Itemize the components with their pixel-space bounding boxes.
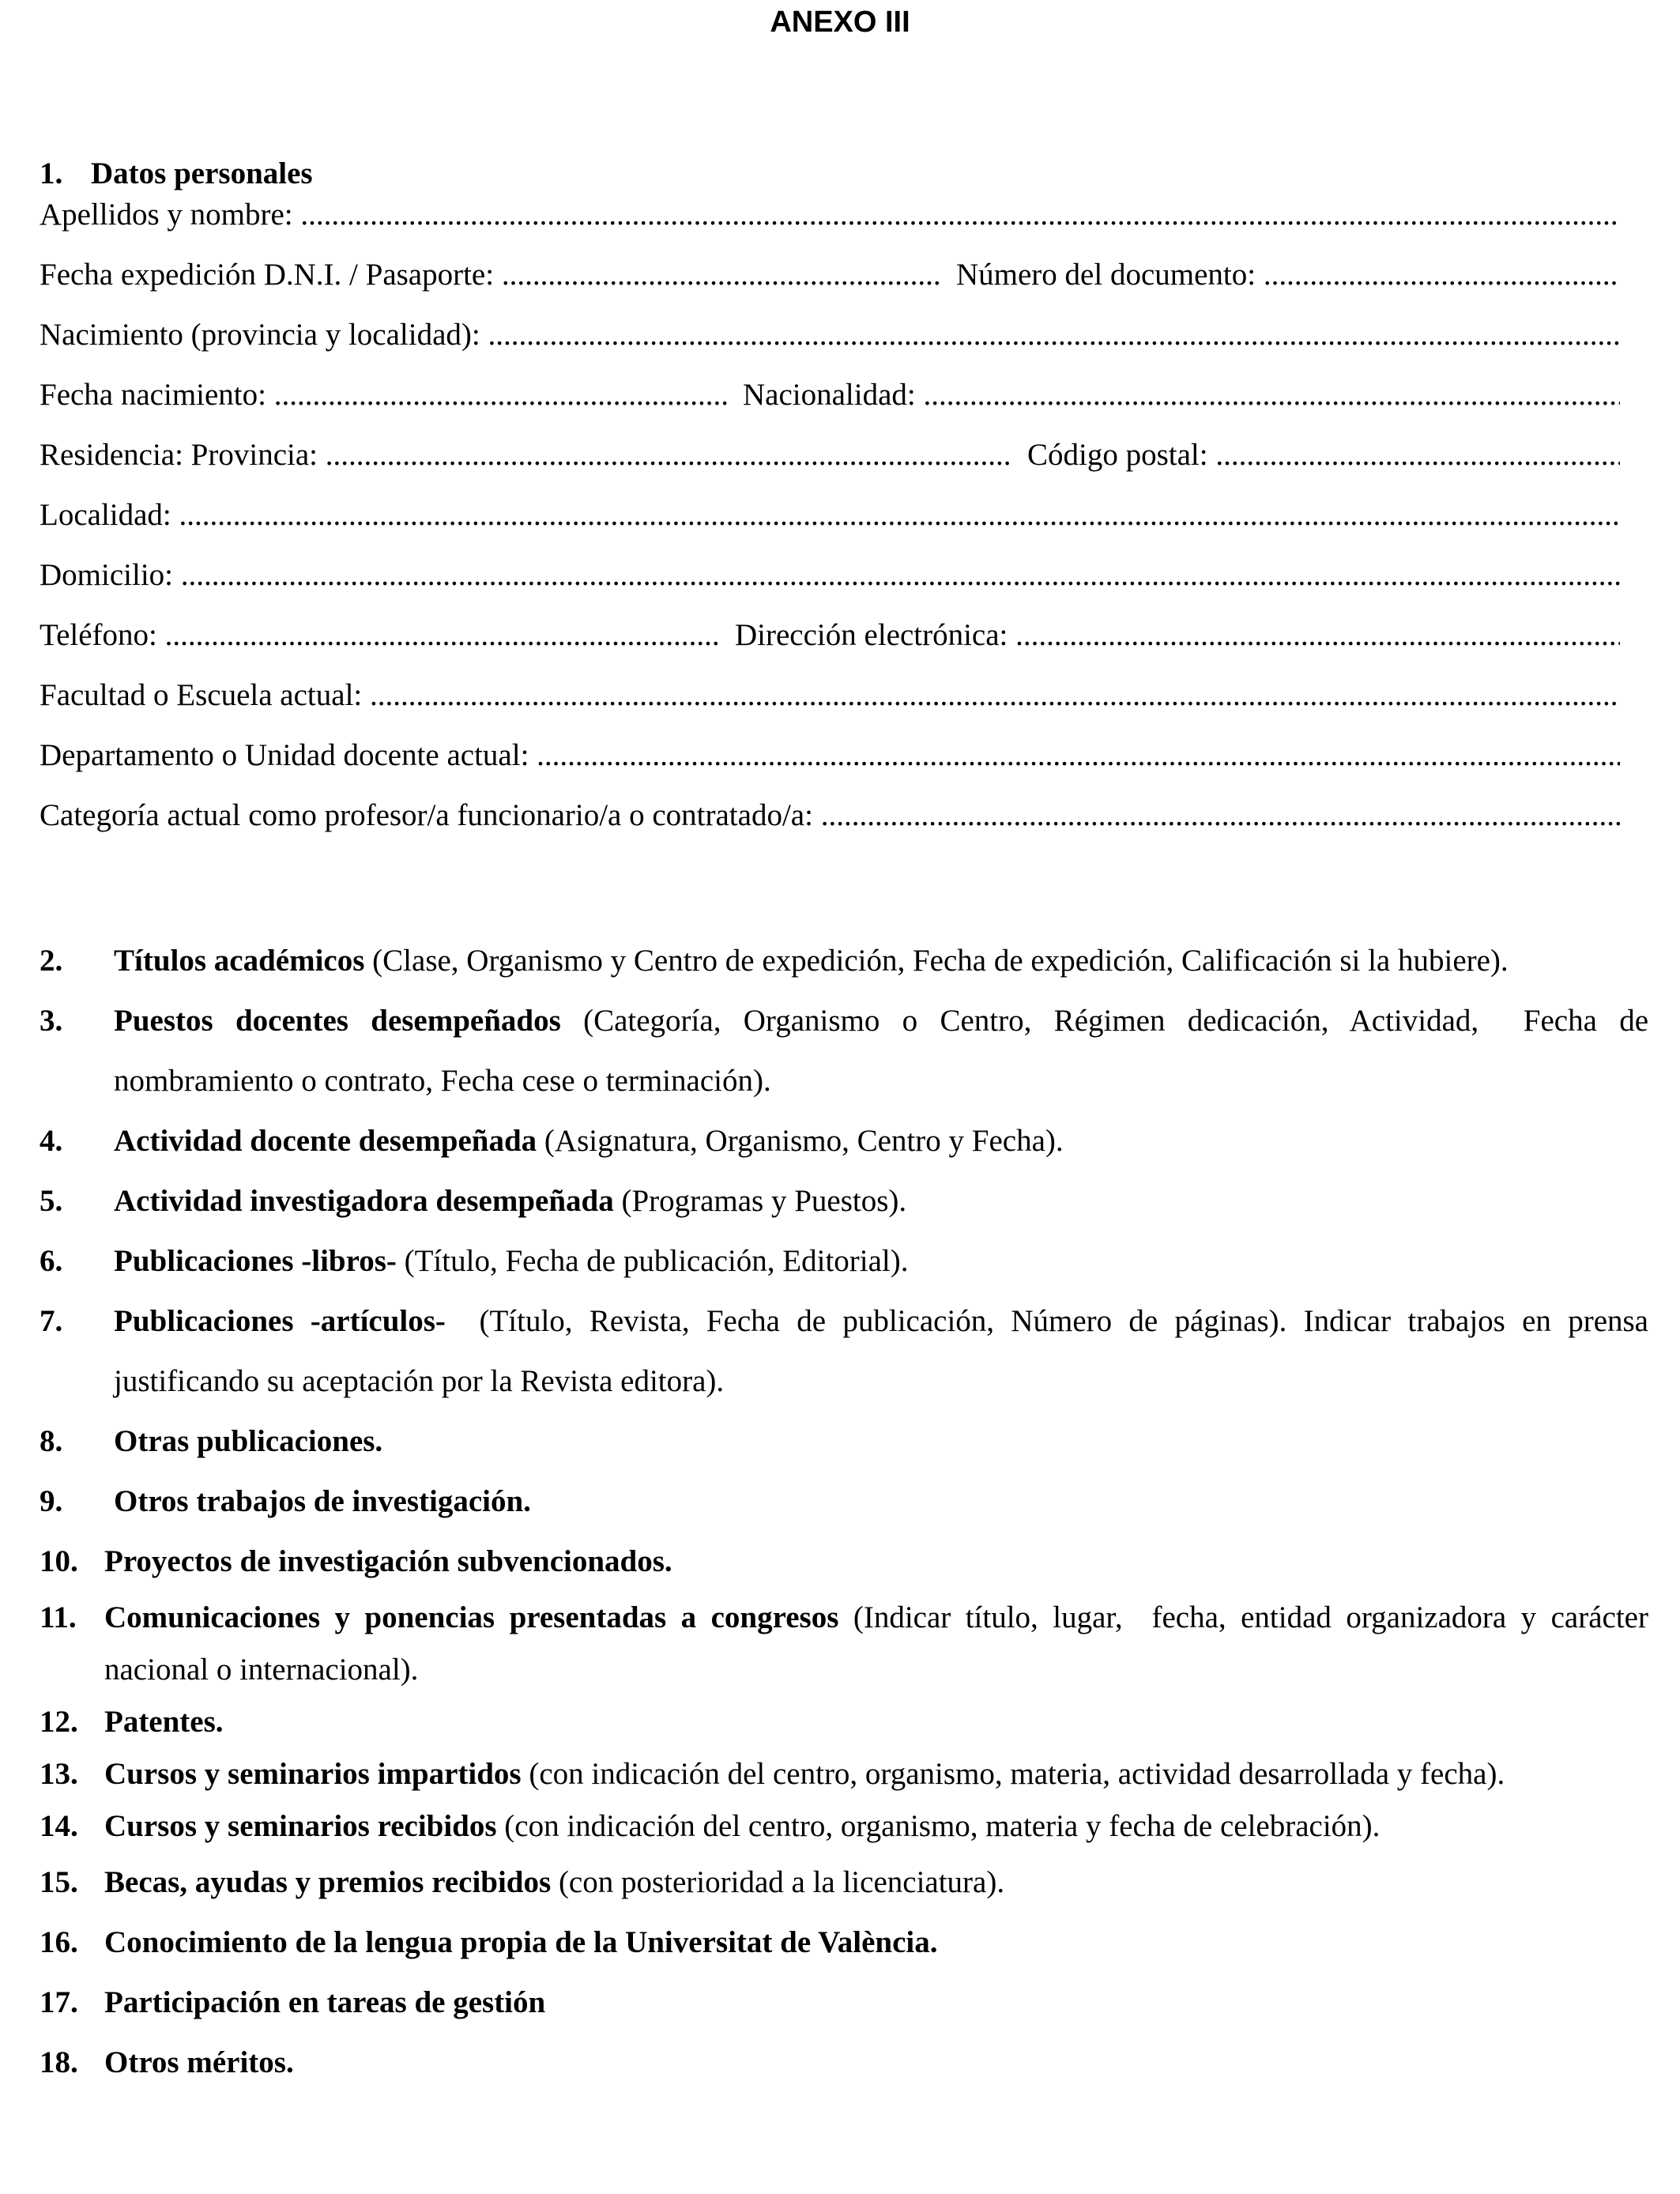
list-item-description: (con posterioridad a la licenciatura). [551,1865,1005,1899]
list-item-text [104,2033,1648,2093]
list-item [40,1291,1656,1412]
list-item-heading: Proyectos de investigación subvencionados. [104,1544,672,1578]
list-item-description: (Clase, Organismo y Centro de expedición, Fecha de expedición, Calificación si la hubiere). [364,944,1509,978]
list-item [40,1412,1648,1472]
list-item [40,1973,1648,2033]
field-label: Nacimiento (provincia y localidad): [40,318,488,352]
list-item-text [104,1853,1648,1913]
list-item-number: 3. [40,1004,63,1038]
form-field-row [40,665,1620,726]
list-item [40,991,1656,1111]
list-item-text [114,931,1648,991]
list-item [40,1800,1648,1853]
form-field [956,245,1620,305]
list-item [40,1748,1648,1800]
form-field-row [40,185,1620,245]
fill-in-dotted-line[interactable] [488,305,1620,365]
list-item-heading: Puestos docentes desempeñados [114,1004,561,1038]
list-item-description: (Título, Revista, Fecha de publicación, Número de páginas). Indicar trabajos en prensa justificando su aceptación por la Revista editora). [114,1304,1656,1398]
list-item-heading: Patentes. [104,1705,224,1739]
list-item [40,1592,1656,1696]
list-item-description: (Indicar título, lugar, fecha, entidad organizadora y carácter nacional o internacional). [104,1600,1656,1687]
list-item-description: (Título, Fecha de publicación, Editorial). [396,1244,909,1278]
list-item [40,1696,1648,1748]
form-field-row [40,245,1620,305]
list-item-text [104,1913,1648,1973]
field-label: Código postal: [1027,438,1216,472]
field-label: Residencia: Provincia: [40,438,326,472]
list-item-text [104,1532,1648,1592]
list-item-description: (Programas y Puestos). [613,1184,907,1218]
list-item-number: 10. [40,1544,78,1578]
fill-in-dotted-line[interactable] [1015,605,1620,665]
field-label: Localidad: [40,498,179,532]
list-item-number: 14. [40,1809,78,1843]
form-field-row [40,365,1620,425]
fill-in-dotted-line[interactable] [821,786,1620,846]
list-item-text [104,1800,1648,1853]
form-field [40,545,1620,605]
form-field [735,605,1620,665]
form-field-row [40,305,1620,365]
list-item-number: 2. [40,944,63,978]
list-item-number: 8. [40,1424,63,1458]
field-label: Departamento o Unidad docente actual: [40,738,537,772]
spacer [727,365,743,425]
list-item-number: 7. [40,1304,63,1338]
form-field-row [40,786,1620,846]
fill-in-dotted-line[interactable] [300,185,1620,245]
personal-data-section [40,155,1620,846]
list-item [40,931,1648,991]
form-field-row [40,425,1620,485]
list-item [40,1532,1648,1592]
list-item-text [114,1111,1648,1171]
personal-data-fields [40,185,1620,846]
form-field [743,365,1620,425]
list-item-heading: Otros méritos. [104,2045,294,2079]
list-item-heading: Actividad docente desempeñada [114,1124,537,1158]
list-item-heading: Otros trabajos de investigación. [114,1484,531,1518]
list-item [40,1913,1648,1973]
fill-in-dotted-line[interactable] [179,485,1620,545]
form-field-row [40,545,1620,605]
form-field [40,305,1620,365]
fill-in-dotted-line[interactable] [370,665,1620,726]
fill-in-dotted-line[interactable] [924,365,1621,425]
list-item [40,2033,1648,2093]
form-field [1027,425,1620,485]
list-item-number: 17. [40,1985,78,2019]
list-item-heading: Conocimiento de la lengua propia de la Universitat de València. [104,1925,938,1959]
section-title: Datos personales [91,156,313,190]
fill-in-dotted-line[interactable] [537,726,1620,786]
field-label: Domicilio: [40,558,181,592]
list-item-description: (con indicación del centro, organismo, materia y fecha de celebración). [496,1809,1381,1843]
document-title: ANEXO III [770,6,910,39]
list-item-text [104,1592,1656,1696]
list-item-heading: Becas, ayudas y premios recibidos [104,1865,552,1899]
form-field [40,485,1620,545]
form-field [40,726,1620,786]
field-label: Fecha nacimiento: [40,378,274,412]
list-item-text [114,991,1656,1111]
form-field [40,786,1620,846]
list-item-number: 16. [40,1925,78,1959]
field-label: Facultad o Escuela actual: [40,678,370,712]
list-item-text [104,1748,1648,1800]
field-label: Número del documento: [956,258,1264,292]
form-field [40,425,1011,485]
fill-in-dotted-line[interactable] [1215,425,1620,485]
field-label: Teléfono: [40,618,165,652]
field-label: Categoría actual como profesor/a funcionario/a o contratado/a: [40,798,821,832]
list-item-heading: Otras publicaciones. [114,1424,383,1458]
spacer [719,605,735,665]
list-item-number: 15. [40,1865,78,1899]
list-item-number: 13. [40,1757,78,1791]
form-field [40,185,1620,245]
list-item-heading: Publicaciones -artículos- [114,1304,446,1338]
section-number: 1. [40,156,63,190]
form-field [40,605,719,665]
list-item-number: 5. [40,1184,63,1218]
form-field [40,365,727,425]
list-item-heading: Actividad investigadora desempeñada [114,1184,614,1218]
fill-in-dotted-line[interactable] [181,545,1620,605]
spacer [940,245,956,305]
list-item-heading: Cursos y seminarios impartidos [104,1757,522,1791]
fill-in-dotted-line[interactable] [274,365,727,425]
fill-in-dotted-line[interactable] [326,425,1011,485]
list-item-heading: Participación en tareas de gestión [104,1985,546,2019]
merits-list [40,931,1656,2093]
list-item-text [104,1973,1648,2033]
field-label: Nacionalidad: [743,378,924,412]
form-field-row [40,485,1620,545]
list-item [40,1231,1648,1291]
spacer [1011,425,1027,485]
fill-in-dotted-line[interactable] [502,245,940,305]
list-item-text [114,1291,1656,1412]
list-item-heading: Cursos y seminarios recibidos [104,1809,497,1843]
form-field [40,245,940,305]
list-item [40,1111,1648,1171]
list-item-number: 11. [40,1600,77,1634]
list-item-text [114,1231,1648,1291]
fill-in-dotted-line[interactable] [165,605,719,665]
list-item-description: (Asignatura, Organismo, Centro y Fecha). [537,1124,1064,1158]
list-item-text [114,1472,1648,1532]
list-item-heading: Comunicaciones y ponencias presentadas a congresos [104,1600,839,1634]
fill-in-dotted-line[interactable] [1264,245,1620,305]
list-item [40,1853,1648,1913]
form-field [40,665,1620,726]
field-label: Apellidos y nombre: [40,198,301,232]
list-item-number: 12. [40,1705,78,1739]
list-item-text [114,1412,1648,1472]
field-label: Fecha expedición D.N.I. / Pasaporte: [40,258,502,292]
list-item-text [104,1696,1648,1748]
list-item-heading: Publicaciones -libros- [114,1244,397,1278]
list-item-number: 4. [40,1124,63,1158]
list-item-text [114,1171,1648,1231]
list-item-number: 6. [40,1244,63,1278]
list-item-number: 18. [40,2045,78,2079]
form-field-row [40,726,1620,786]
list-item [40,1472,1648,1532]
list-item-description: (Categoría, Organismo o Centro, Régimen dedicación, Actividad, Fecha de nombramiento o contrato, Fecha cese o terminación). [114,1004,1656,1098]
list-item-number: 9. [40,1484,63,1518]
form-field-row [40,605,1620,665]
list-item-description: (con indicación del centro, organismo, materia, actividad desarrollada y fecha). [521,1757,1505,1791]
field-label: Dirección electrónica: [735,618,1016,652]
list-item [40,1171,1648,1231]
list-item-heading: Títulos académicos [114,944,365,978]
